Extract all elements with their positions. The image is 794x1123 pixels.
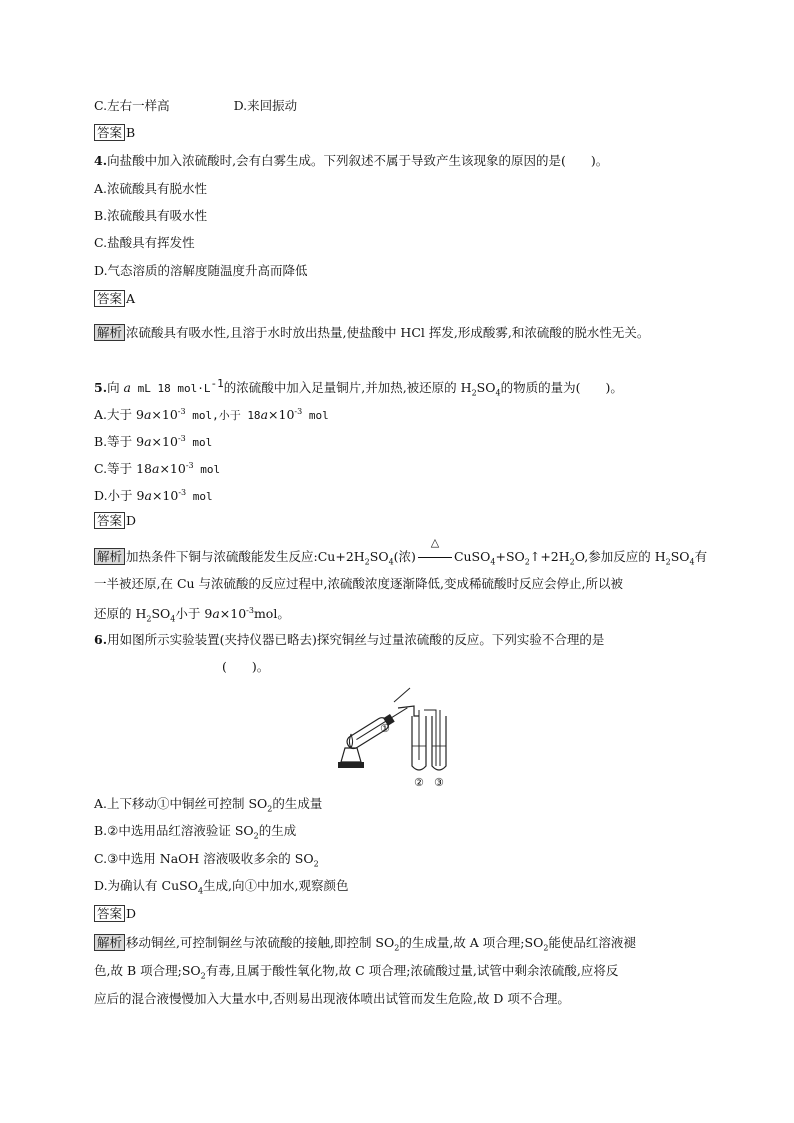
label-2: ② [414, 776, 424, 789]
option-text: mol [185, 436, 213, 450]
option-exponent: -3 [177, 407, 186, 416]
option-text: ×10 [151, 407, 178, 423]
stem-exponent: -1 [210, 377, 224, 390]
analysis-text: mol。 [253, 606, 290, 622]
label-1: ① [380, 722, 390, 735]
copper-wire [394, 688, 410, 702]
test-tube-1 [345, 703, 411, 751]
option-subscript: 4 [197, 886, 204, 896]
analysis-text: 小于 9 [175, 606, 213, 622]
answer-tag: 答案 [94, 124, 125, 141]
option-text: 的生成 [258, 823, 297, 838]
stem-text: SO [476, 380, 496, 396]
option-text: ×10 [159, 461, 186, 477]
analysis-text: 色,故 B 项合理;SO [94, 963, 201, 978]
option-text: D.小于 9 [94, 488, 145, 504]
q6-analysis-line-1: 解析 移动铜丝,可控制铜丝与浓硫酸的接触,即控制 $SO_2$的生成量,故 A 项合理$;SO_2$能使品红溶液褪 [94, 934, 636, 958]
q5-analysis-line-3: 还原的 $H_2SO_4$小于 $9a\times 10^{-3}mol$。 [94, 606, 290, 624]
option-exponent: -3 [178, 488, 187, 497]
option-text: C.等于 18 [94, 461, 152, 477]
q5-analysis-line-2: 一半被还原,在 Cu 与浓硫酸的反应过程中,浓硫酸浓度逐渐降低,变成稀硫酸时反应会停止,所以被 [94, 576, 623, 591]
answer-value: B [126, 125, 136, 140]
option-subscript: 2 [267, 804, 273, 814]
q6-analysis-line-2: 色,故 B 项合理$;SO_2$有毒,且属于酸性氧化物,故 C 项合理;浓硫酸过量,试管中剩余浓硫酸,应将反 [94, 963, 619, 981]
delivery-tube [398, 706, 419, 716]
option-text: A.大于 9 [94, 407, 144, 423]
analysis-text: 有毒,且属于酸性氧化物,故 C 项合理;浓硫酸过量,试管中剩余浓硫酸,应将反 [205, 963, 619, 978]
q3-option-d: D.来回振动 [233, 98, 298, 113]
q3-option-c: C.左右一样高 [94, 98, 170, 113]
q4-analysis [94, 320, 706, 346]
q6-answer [94, 905, 136, 923]
q6-option-b [94, 822, 296, 846]
option-text: ×10 [268, 407, 295, 423]
option-text: ×10 [151, 488, 179, 504]
test-tube-3 [432, 716, 446, 770]
analysis-text: 移动铜丝,可控制铜丝与浓硫酸的接触,即控制 SO [126, 935, 395, 950]
analysis-text: CuSO [453, 549, 491, 564]
analysis-tag: 解析 [94, 548, 125, 565]
stem-text: 向 [107, 380, 124, 396]
q6-option-c [94, 850, 319, 874]
analysis-text: 有 [694, 549, 708, 564]
stem-text: 的物质的量为( )。 [500, 380, 623, 396]
option-variable: a [151, 461, 160, 477]
option-text: 的生成量 [272, 796, 323, 811]
option-variable: a [144, 434, 152, 450]
q5-option-b [94, 430, 212, 452]
question-number: 4. [94, 153, 108, 168]
option-text: mol [193, 463, 221, 477]
option-text: 生成,向①中加水,观察颜色 [203, 878, 349, 893]
analysis-text: 还原的 H [94, 606, 147, 622]
q4-stem [94, 152, 608, 170]
question-number: 6. [94, 632, 108, 647]
option-text: ×10 [151, 434, 178, 450]
q6-analysis-line-3: 应后的混合液慢慢加入大量水中,否则易出现液体喷出试管而发生危险,故 D 项不合理。 [94, 991, 570, 1006]
analysis-text: +SO [495, 549, 525, 564]
heat-symbol: △ [430, 536, 440, 549]
answer-value: A [126, 291, 136, 306]
stem-text: 的浓硫酸中加入足量铜片,并加热,被还原的 H [223, 380, 472, 396]
answer-tag: 答案 [94, 512, 125, 529]
q4-answer [94, 290, 135, 308]
option-variable: a [144, 488, 152, 504]
analysis-exponent: -3 [246, 606, 254, 615]
stem-variable: a [123, 380, 131, 396]
analysis-text: 的生成量,故 A 项合理;SO [399, 935, 544, 950]
q5-stem [94, 375, 623, 403]
question-text: 用如图所示实验装置(夹持仪器已略去)探究铜丝与过量浓硫酸的反应。下列实验不合理的是 [107, 632, 605, 647]
option-subscript: 2 [313, 859, 319, 869]
option-exponent: -3 [177, 434, 186, 443]
answer-tag: 答案 [94, 905, 125, 922]
stem-text: mL 18 mol·L [131, 382, 211, 396]
q4-option-c: C.盐酸具有挥发性 [94, 235, 195, 250]
answer-tag: 答案 [94, 290, 125, 307]
analysis-text: O,参加反应的 H [574, 549, 666, 564]
analysis-text: (浓) [393, 549, 416, 564]
analysis-text: 加热条件下铜与浓硫酸能发生反应:Cu+2H [126, 549, 365, 564]
q5-option-a [94, 403, 329, 425]
q5-analysis-line-1: 解析 加热条件下铜与浓硫酸能发生反应$:Cu+2H_2SO_4$(浓) △ $CuSO_4+SO_2↑+2H_2O$,参加反应的 $H_2SO_4$有 [94, 548, 707, 572]
q5-answer [94, 512, 136, 530]
q5-option-d [94, 484, 213, 506]
q4-option-a: A.浓硫酸具有脱水性 [94, 181, 208, 196]
q6-stem [94, 631, 604, 649]
analysis-text: 能使品红溶液褪 [548, 935, 636, 950]
option-exponent: -3 [185, 461, 194, 470]
answer-value: D [126, 513, 137, 528]
option-text: D.为确认有 CuSO [94, 878, 198, 893]
analysis-tag: 解析 [94, 324, 125, 341]
q3-answer [94, 124, 135, 142]
question-number: 5. [94, 380, 108, 396]
question-text: 向盐酸中加入浓硫酸时,会有白雾生成。下列叙述不属于导致产生该现象的原因的是( )。 [107, 153, 609, 168]
option-text: A.上下移动①中铜丝可控制 SO [94, 796, 268, 811]
heating-condition-arrow [416, 536, 454, 566]
option-text: mol,小于 18 [185, 409, 261, 423]
option-text: mol [186, 490, 213, 504]
q3-options-row [94, 97, 297, 115]
q5-option-c [94, 457, 220, 479]
alcohol-lamp [341, 748, 361, 762]
option-variable: a [143, 407, 152, 423]
q4-option-d: D.气态溶质的溶解度随温度升高而降低 [94, 263, 308, 278]
q6-option-d [94, 877, 349, 901]
q4-option-b: B.浓硫酸具有吸水性 [94, 208, 208, 223]
stem-subscript: 2 [471, 388, 477, 398]
option-subscript: 2 [253, 831, 259, 841]
q6-option-a [94, 795, 322, 819]
stem-subscript: 4 [495, 388, 501, 398]
option-text: C.③中选用 NaOH 溶液吸收多余的 SO [94, 851, 314, 866]
option-text: mol [302, 409, 329, 423]
option-variable: a [260, 407, 269, 423]
option-text: B.等于 9 [94, 434, 145, 450]
option-text: B.②中选用品红溶液验证 SO [94, 823, 254, 838]
option-exponent: -3 [294, 407, 303, 416]
analysis-text: ×10 [219, 606, 247, 622]
burner-base [338, 762, 364, 768]
analysis-text: ↑+2H [529, 549, 570, 564]
q6-stem-blank: ( )。 [222, 659, 270, 674]
answer-value: D [126, 906, 137, 921]
label-3: ③ [434, 776, 444, 789]
experiment-apparatus-figure [336, 676, 462, 790]
analysis-text: 浓硫酸具有吸水性,且溶于水时放出热量,使盐酸中 HCl 挥发,形成酸雾,和浓硫酸的脱水性无关。 [126, 325, 650, 340]
analysis-tag: 解析 [94, 934, 125, 951]
